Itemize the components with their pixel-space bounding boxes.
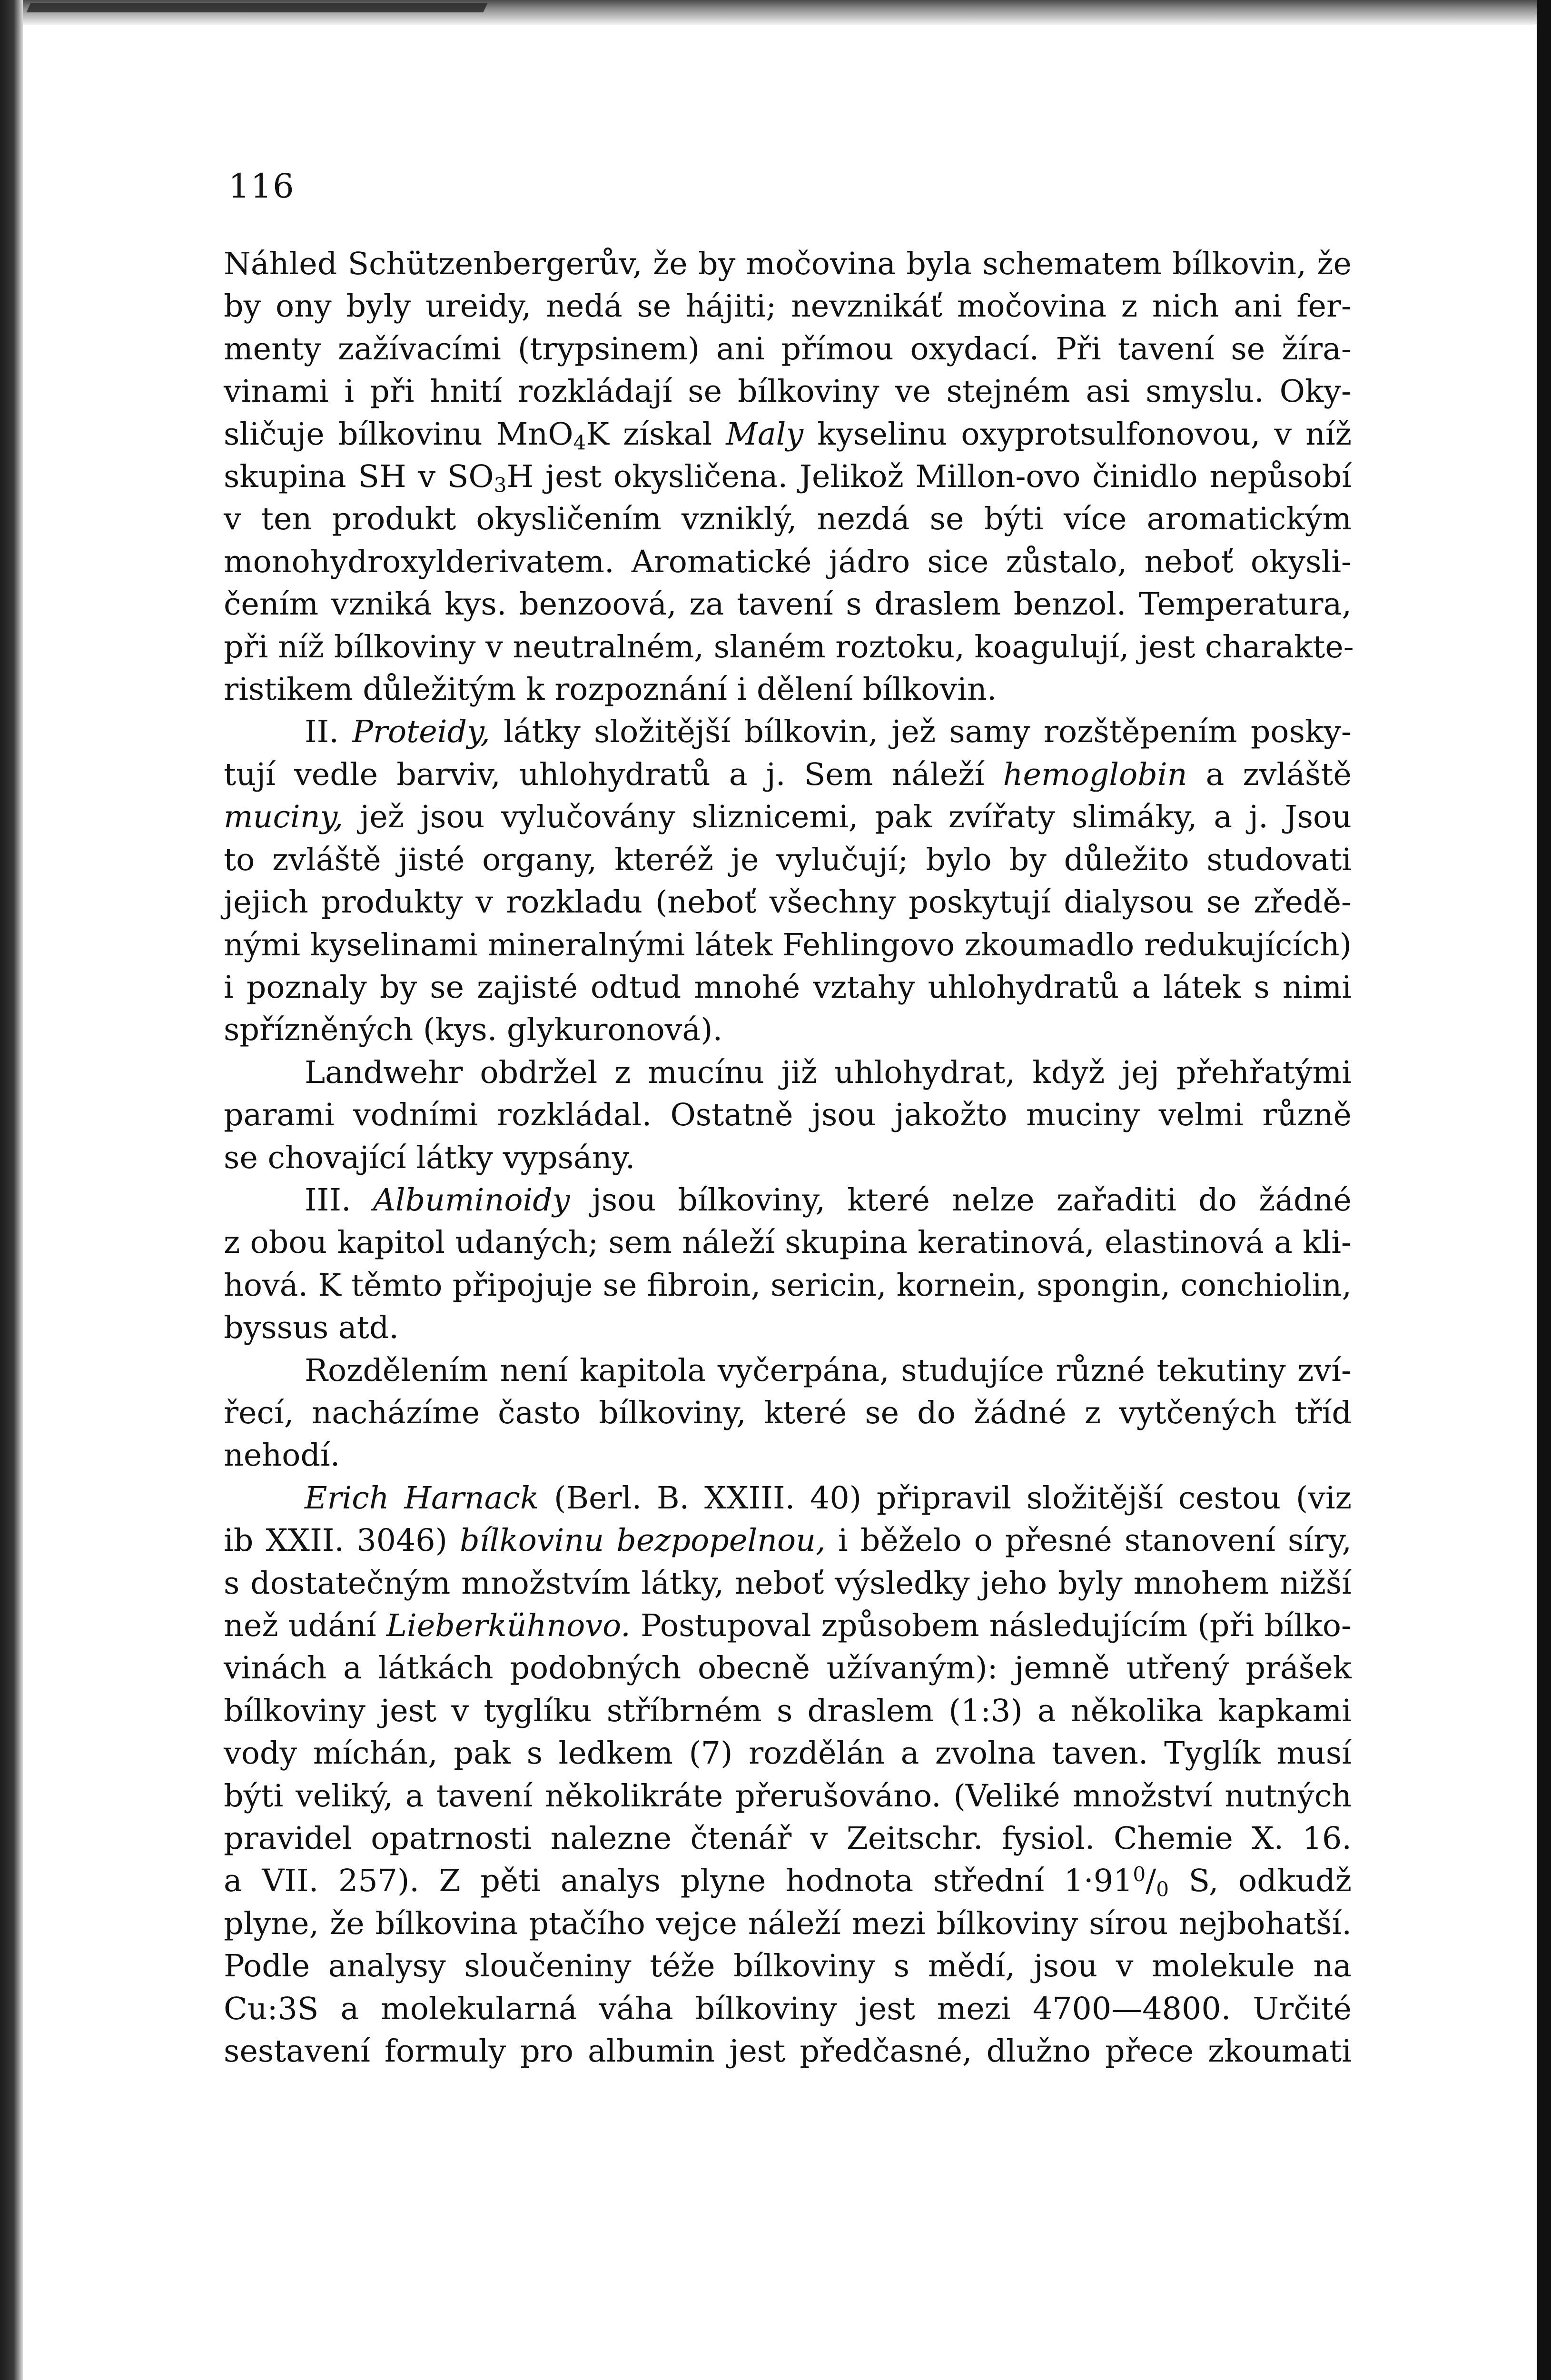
text-line: než udání Lieberkühnovo. Postupoval způsobem následujícím (při bílko- xyxy=(224,1608,1352,1644)
text-line: spřízněných (kys. glykuronová). xyxy=(224,1012,723,1048)
scan-edge-left xyxy=(0,0,23,2380)
text-line: Náhled Schützenbergerův, že by močovina byla schematem bílkovin, že xyxy=(224,246,1352,282)
text-line: hová. K těmto připojuje se fibroin, sericin, kornein, spongin, conchiolin, xyxy=(224,1267,1352,1303)
text-line: sestavení formuly pro albumin jest předčasné, dlužno přece zkoumati xyxy=(224,2033,1352,2070)
text-line: Podle analysy sloučeniny téže bílkoviny s mědí, jsou v molekule na xyxy=(224,1948,1352,1984)
text-line: by ony byly ureidy, nedá se hájiti; nevznikáť močovina z nich ani fer- xyxy=(224,288,1352,325)
text-line: sličuje bílkovinu MnO$_4$K získal Maly kyselinu oxyprotsulfonovou, v níž xyxy=(224,416,1352,455)
text-line: vody míchán, pak s ledkem (7) rozdělán a zvolna taven. Tyglík musí xyxy=(224,1735,1352,1772)
text-line: Erich Harnack (Berl. B. XXIII. 40) připravil složitější cestou (viz xyxy=(305,1480,1352,1516)
text-line: ib XXII. 3046) bílkovinu bezpopelnou, i běželo o přesné stanovení síry, xyxy=(224,1523,1352,1559)
text-line: nehodí. xyxy=(224,1438,340,1474)
text-line: se chovající látky vypsány. xyxy=(224,1140,635,1176)
text-line: jejich produkty v rozkladu (neboť všechny poskytují dialysou se zředě- xyxy=(224,884,1352,921)
scan-edge-right xyxy=(1537,0,1551,2380)
page-number: 116 xyxy=(228,167,295,206)
text-line: monohydroxylderivatem. Aromatické jádro sice zůstalo, neboť okysli- xyxy=(224,544,1352,580)
text-line: parami vodními rozkládal. Ostatně jsou jakožto muciny velmi různě xyxy=(224,1097,1352,1133)
text-line: řecí, nacházíme často bílkoviny, které se do žádné z vytčených tříd xyxy=(224,1395,1352,1431)
text-line: ristikem důležitým k rozpoznání i dělení bílkovin. xyxy=(224,672,997,708)
text-line: skupina SH v $SO_3H$ jest okysličena. Jelikož Millon-ovo činidlo nepůsobí xyxy=(224,459,1352,497)
text-line: byssus atd. xyxy=(224,1310,399,1346)
text-line: muciny, jež jsou vylučovány sliznicemi, pak zvířaty slimáky, a j. Jsou xyxy=(224,799,1352,835)
text-line: s dostatečným množstvím látky, neboť výsledky jeho byly mnohem nižší xyxy=(224,1565,1352,1601)
text-line: čením vzniká kys. benzoová, za tavení s draslem benzol. Temperatura, xyxy=(224,586,1352,623)
text-line: Landwehr obdržel z mucínu již uhlohydrat, když jej přehřatými xyxy=(305,1054,1352,1091)
body-text xyxy=(224,243,1352,2073)
text-line: tují vedle barviv, uhlohydratů a j. Sem náleží hemoglobin a zvláště xyxy=(224,756,1352,793)
text-line: to zvláště jisté organy, kteréž je vylučují; bylo by důležito studovati xyxy=(224,842,1352,878)
text-line: Rozdělením není kapitola vyčerpána, studujíce různé tekutiny zví- xyxy=(305,1352,1352,1388)
text-line: pravidel opatrnosti nalezne čtenář v Zeitschr. fysiol. Chemie X. 16. xyxy=(224,1821,1352,1857)
text-line: II. Proteidy, látky složitější bílkovin, jež samy rozštěpením posky- xyxy=(305,714,1352,750)
text-line: z obou kapitol udaných; sem náleží skupina keratinová, elastinová a kli- xyxy=(224,1225,1352,1261)
text-line: menty zažívacími (trypsinem) ani přímou oxydací. Při tavení se žíra- xyxy=(224,331,1352,367)
text-line: bílkoviny jest v tyglíku stříbrném s draslem (1:3) a několika kapkami xyxy=(224,1693,1352,1729)
text-line: vinách a látkách podobných obecně užívaným): jemně utřený prášek xyxy=(224,1650,1352,1686)
text-line: plyne, že bílkovina ptačího vejce náleží mezi bílkoviny sírou nejbohatší. xyxy=(224,1905,1352,1942)
text-line: i poznaly by se zajisté odtud mnohé vztahy uhlohydratů a látek s nimi xyxy=(224,969,1352,1005)
scan-edge-mark xyxy=(26,3,487,12)
text-line: v ten produkt okysličením vzniklý, nezdá se býti více aromatickým xyxy=(224,501,1352,537)
text-line: a VII. 257). Z pěti analys plyne hodnota střední $1\cdot 91^0/_0$ S, odkudž xyxy=(224,1863,1352,1901)
text-line: III. Albuminoidy jsou bílkoviny, které nelze zařaditi do žádné xyxy=(305,1182,1352,1218)
text-line: Cu:3S a molekularná váha bílkoviny jest mezi 4700—4800. Určité xyxy=(224,1991,1352,2027)
text-line: vinami i při hnití rozkládají se bílkoviny ve stejném asi smyslu. Oky- xyxy=(224,374,1352,410)
text-line: nými kyselinami mineralnými látek Fehlingovo zkoumadlo redukujících) xyxy=(224,927,1352,963)
text-line: býti veliký, a tavení několikráte přerušováno. (Veliké množství nutných xyxy=(224,1778,1352,1814)
text-line: při níž bílkoviny v neutralném, slaném roztoku, koagulují, jest charakte- xyxy=(224,629,1354,665)
